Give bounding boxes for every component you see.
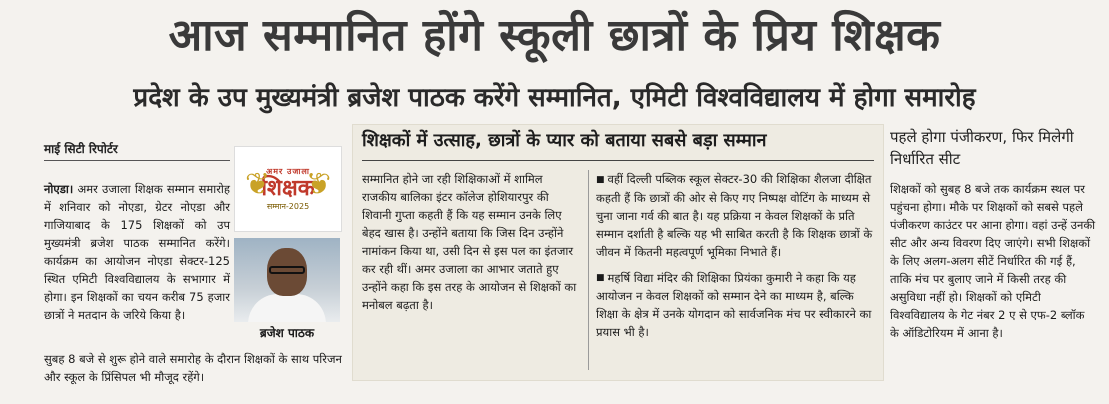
byline-rule	[44, 160, 230, 161]
logo-year: सम्मान-2025	[266, 202, 310, 211]
article-body-tail: सुबह 8 बजे से शुरू होने वाले समारोह के दौरान शिक्षकों के साथ परिजन और स्कूल के प्रिंसिपल भी मौजूद रहेंगे।	[44, 352, 342, 384]
sidebar-body: शिक्षकों को सुबह 8 बजे तक कार्यक्रम स्थल पर पहुंचना होगा। मौके पर शिक्षकों को सबसे पहले पंजीकरण काउंटर पर आना होगा। वहां उन्हें उनकी सीट और अन्य विवरण दिए जाएंगे। सभी शिक्षकों के लिए अलग-अलग सीटें निर्धारित की गई हैं, ताकि मंच पर बुलाए जाने में किसी तरह की असुविधा नहीं हो। शिक्षकों को एमिटी विश्वविद्यालय के गेट नंबर 2 ए से एफ-2 ब्लॉक के ऑडिटोरियम में आना है।	[890, 182, 1096, 340]
square-bullet-icon: ■	[596, 174, 605, 185]
logo-brand: अमर उजाला	[266, 167, 310, 176]
laurel-left-icon: ❦	[245, 167, 271, 202]
boxed-right-para-2: ■ महर्षि विद्या मंदिर की शिक्षिका प्रियंका कुमारी ने कहा कि यह आयोजन न केवल शिक्षकों को सम्मान देने का माध्यम है, बल्कि शिक्षा के क्षेत्र में उनके योगदान को सार्वजनिक मंच पर स्वीकारने का प्रयास भी है।	[596, 270, 872, 339]
laurel-right-icon: ❦	[305, 167, 331, 202]
photo-glasses	[269, 266, 305, 274]
square-bullet-icon: ■	[596, 273, 605, 283]
photo-caption: ब्रजेश पाठक	[259, 326, 315, 340]
boxed-column-divider	[588, 170, 589, 370]
headline: आज सम्मानित होंगे स्कूली छात्रों के प्रिय शिक्षक	[168, 10, 941, 61]
boxed-left-column	[362, 170, 580, 322]
article-body: अमर उजाला शिक्षक सम्मान समारोह में शनिवार को नोएडा, ग्रेटर नोएडा और गाजियाबाद के 175 शिक्षकों को उप मुख्यमंत्री ब्रजेश पाठक सम्मानित करेंगे। कार्यक्रम का आयोजन नोएडा सेक्टर-125 स्थित एमिटी विश्वविद्यालय के सभागार में होगा। इन शिक्षकों का चयन करीब 75 हजार छात्रों ने मतदान के जरिये किया है।	[44, 182, 230, 322]
photo-shirt	[248, 294, 326, 322]
shikshak-samman-logo	[234, 146, 342, 232]
boxed-right-para-1: ■ वहीं दिल्ली पब्लिक स्कूल सेक्टर-30 की शिक्षिका शैलजा दीक्षित कहती हैं कि छात्रों की ओर से किए गए निष्पक्ष वोटिंग के माध्यम से चुना जाना गर्व की बात है। यह प्रक्रिया न केवल शिक्षकों के प्रति सम्मान दर्शाती है बल्कि यह भी साबित करती है कि शिक्षक छात्रों के जीवन में कितनी महत्वपूर्ण भूमिका निभाते हैं।	[596, 172, 873, 259]
article-column-1	[44, 180, 230, 324]
boxed-right-column	[596, 170, 874, 349]
dateline: नोएडा।	[44, 182, 74, 196]
byline: माई सिटी रिपोर्टर	[44, 142, 118, 156]
boxed-story-title: शिक्षकों में उत्साह, छात्रों के प्यार को बताया सबसे बड़ा सम्मान	[362, 130, 767, 151]
subheadline: प्रदेश के उप मुख्यमंत्री ब्रजेश पाठक करेंगे सम्मानित, एमिटी विश्वविद्यालय में होगा समारोह	[133, 83, 976, 113]
portrait-photo	[234, 238, 340, 322]
boxed-title-rule	[362, 160, 874, 161]
sidebar-headline: पहले होगा पंजीकरण, फिर मिलेगी निर्धारित सीट	[890, 128, 1074, 168]
boxed-left-text: सम्मानित होने जा रही शिक्षिकाओं में शामिल राजकीय बालिका इंटर कॉलेज होशियारपुर की शिवानी गुप्ता कहती हैं कि यह सम्मान उनके लिए बेहद खास है। उन्होंने बताया कि जिस दिन उन्होंने नामांकन किया था, उसी दिन से इस पल का इंतजार कर रही थीं। अमर उजाला का आभार जताते हुए उन्होंने कहा कि इस तरह के आयोजन से शिक्षकों का मनोबल बढ़ता है।	[362, 172, 577, 312]
logo-title: शिक्षक	[261, 176, 315, 201]
